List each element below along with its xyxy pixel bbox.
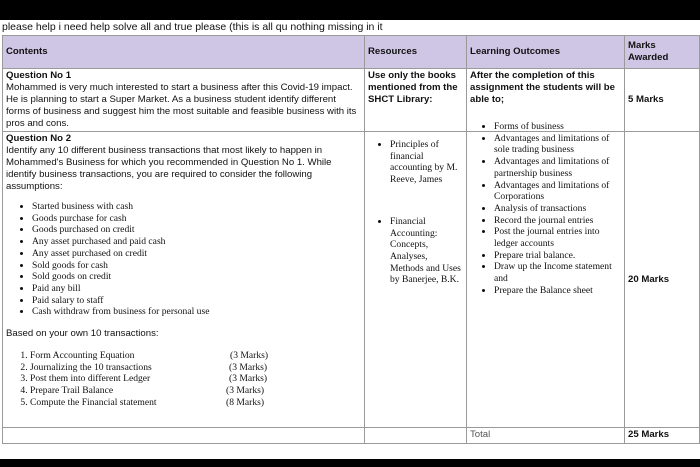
list-item: • Sold goods for cash (32, 260, 361, 272)
header-contents: Contents (3, 36, 365, 69)
list-item: • Post the journal entries into ledger accounts (494, 226, 621, 249)
task-item: 1. Form Accounting Equation (3 Marks) (30, 350, 361, 362)
q1-outcomes-intro: After the completion of this assignment the students will be able to; (467, 69, 625, 132)
header-row (3, 36, 700, 69)
total-empty-cell (365, 428, 467, 444)
list-item: • Financial Accounting: Concepts, Analyses, Methods and Uses by Banerjee, B.K. (390, 216, 463, 286)
document-page (0, 20, 700, 459)
list-item: • Cash withdraw from business for personal use (32, 306, 361, 318)
task-item: 2. Journalizing the 10 transactions (3 Marks) (30, 362, 361, 374)
task-item: 4. Prepare Trail Balance (3 Marks) (30, 385, 361, 397)
task-item: 3. Post them into different Ledger (3 Marks) (30, 373, 361, 385)
list-item: • Any asset purchased and paid cash (32, 236, 361, 248)
q1-text: Mohammed is very much interested to start a business after this Covid-19 impact. He is planning to start a Super Market. As a business student identify different forms of business and suggest him the most suitable and feasible business with its pros and cons. (6, 82, 357, 129)
assignment-table (2, 35, 700, 444)
list-item: • Started business with cash (32, 201, 361, 213)
task-item: 5. Compute the Financial statement (8 Marks) (30, 397, 361, 409)
total-row (3, 428, 700, 444)
tasks-list (6, 350, 361, 409)
header-marks-awarded (625, 36, 700, 69)
total-label: Total (467, 428, 625, 444)
q2-marks: 20 Marks (625, 132, 700, 428)
total-marks: 25 Marks (625, 428, 700, 444)
question-2-row (3, 132, 700, 428)
q1-contents-cell (3, 69, 365, 132)
header-marks-line2: Awarded (628, 52, 669, 63)
list-item: • Advantages and limitations of sole trading business (494, 133, 621, 156)
header-learning-outcomes: Learning Outcomes (467, 36, 625, 69)
list-item: • Goods purchase for cash (32, 213, 361, 225)
list-item: • Record the journal entries (494, 215, 621, 227)
list-item: • Principles of financial accounting by M. Reeve, James (390, 139, 463, 186)
list-item: • Analysis of transactions (494, 203, 621, 215)
assumptions-list (6, 201, 361, 318)
header-marks-line1: Marks (628, 40, 656, 51)
question-caption: please help i need help solve all and true please (this is all qu nothing missing in it (2, 21, 383, 33)
list-item: • Paid any bill (32, 283, 361, 295)
based-on-text: Based on your own 10 transactions: (6, 328, 159, 340)
list-item: • Advantages and limitations of partnership business (494, 156, 621, 179)
list-item: • Advantages and limitations of Corporations (494, 180, 621, 203)
list-item: • Prepare trial balance. (494, 250, 621, 262)
q1-resources-cell: Use only the books mentioned from the SHCT Library: (365, 69, 467, 132)
list-item: • Paid salary to staff (32, 295, 361, 307)
q1-title: Question No 1 (6, 70, 72, 81)
task-marks: (8 Marks) (226, 396, 265, 408)
list-item: • Forms of business (494, 121, 621, 133)
list-item: • Any asset purchased on credit (32, 248, 361, 260)
q2-title: Question No 2 (6, 133, 72, 144)
q2-contents-cell (3, 132, 365, 428)
q2-text: Identify any 10 different business transactions that most likely to happen in Mohammed's Business for which you recommended in Question No 1. While identify business transactions, you are required to consider the following assumptions: (6, 145, 332, 192)
q2-outcomes-cell (467, 121, 625, 428)
learning-outcomes-list (470, 121, 621, 297)
q2-resources-cell (365, 132, 467, 428)
list-item: • Sold goods on credit (32, 271, 361, 283)
list-item: • Prepare the Balance sheet (494, 285, 621, 297)
list-item: • Goods purchased on credit (32, 224, 361, 236)
total-empty-cell (3, 428, 365, 444)
task-marks: (3 Marks) (229, 373, 268, 385)
task-marks: (3 Marks) (229, 361, 268, 373)
task-marks: (3 Marks) (230, 350, 269, 362)
q1-marks: 5 Marks (625, 69, 700, 132)
list-item: • Draw up the Income statement and (494, 261, 621, 284)
resource-books-list (368, 139, 463, 286)
header-resources: Resources (365, 36, 467, 69)
task-marks: (3 Marks) (226, 385, 265, 397)
